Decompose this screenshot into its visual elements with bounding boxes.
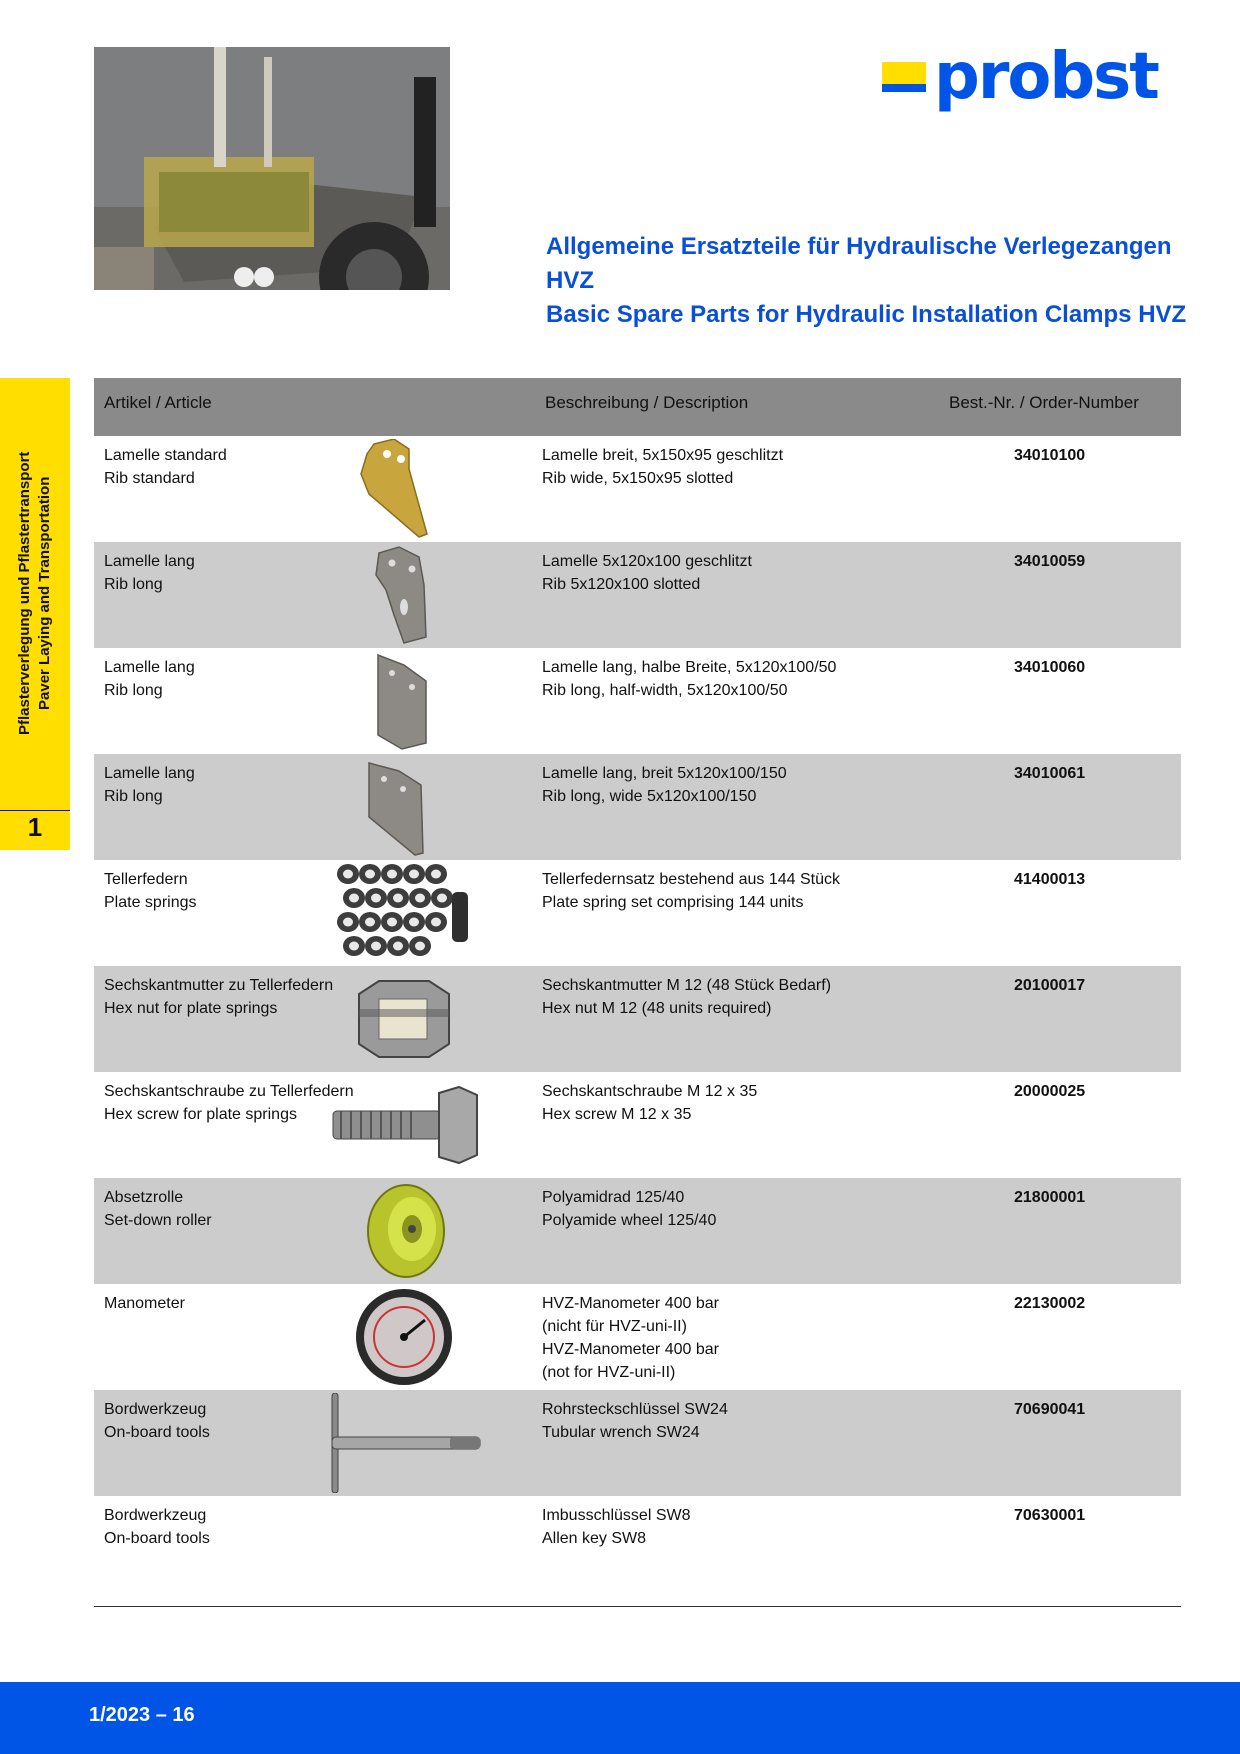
rib-standard-icon (320, 438, 488, 540)
order-number: 34010059 (1014, 553, 1086, 570)
article-cell (104, 1504, 334, 1550)
table-header (94, 378, 1181, 436)
header-description: Beschreibung / Description (545, 393, 749, 412)
article-cell (104, 1080, 354, 1126)
article-text: Sechskantschraube zu Tellerfedern (104, 1083, 354, 1100)
page-title-de: Allgemeine Ersatzteile für Hydraulische Verlegezangen HVZ (546, 233, 1172, 294)
description-text: Sechskantmutter M 12 (48 Stück Bedarf) (542, 977, 832, 994)
article-text: Tellerfedern (104, 871, 188, 888)
article-text: Rib long (104, 788, 163, 805)
description-text: Rib long, half-width, 5x120x100/50 (542, 682, 788, 699)
article-cell (104, 762, 334, 808)
description-text: (nicht für HVZ-uni-II) (542, 1318, 687, 1335)
description-text: Hex nut M 12 (48 units required) (542, 1000, 772, 1017)
table-row (94, 1496, 1181, 1602)
article-text: On-board tools (104, 1424, 210, 1441)
table-row (94, 860, 1181, 966)
description-cell (542, 1504, 962, 1550)
roller-wheel-icon (320, 1180, 488, 1282)
article-cell (104, 974, 334, 1020)
article-text: Sechskantmutter zu Tellerfedern (104, 977, 334, 994)
article-cell (104, 550, 334, 596)
spare-parts-table (94, 378, 1181, 1602)
table-row (94, 542, 1181, 648)
description-cell (542, 974, 962, 1020)
tubular-wrench-icon (320, 1392, 488, 1494)
bottom-rule (94, 1606, 1181, 1607)
description-text: Rib wide, 5x150x95 slotted (542, 470, 734, 487)
description-text: Plate spring set comprising 144 units (542, 894, 804, 911)
table-row (94, 1284, 1181, 1390)
table-row (94, 1390, 1181, 1496)
page-title (546, 230, 1206, 332)
article-text: Set-down roller (104, 1212, 212, 1229)
article-text: Hex nut for plate springs (104, 1000, 278, 1017)
description-cell (542, 1186, 962, 1232)
description-text: Polyamidrad 125/40 (542, 1189, 685, 1206)
description-text: Lamelle lang, halbe Breite, 5x120x100/50 (542, 659, 837, 676)
article-cell (104, 1292, 334, 1315)
description-text: Rib 5x120x100 slotted (542, 576, 701, 593)
article-text: Hex screw for plate springs (104, 1106, 297, 1123)
description-text: Polyamide wheel 125/40 (542, 1212, 717, 1229)
article-text: Lamelle lang (104, 765, 195, 782)
article-text: Bordwerkzeug (104, 1507, 207, 1524)
header-order-number: Best.-Nr. / Order-Number (949, 393, 1139, 412)
order-number: 22130002 (1014, 1295, 1086, 1312)
order-number: 34010061 (1014, 765, 1086, 782)
table-row (94, 966, 1181, 1072)
article-text: Lamelle lang (104, 553, 195, 570)
rib-long-slotted-icon (320, 544, 488, 646)
article-cell (104, 1186, 334, 1232)
article-text: Lamelle standard (104, 447, 227, 464)
probst-logo (882, 40, 1186, 114)
description-text: Rib long, wide 5x120x100/150 (542, 788, 757, 805)
article-text: Manometer (104, 1295, 185, 1312)
page-title-en: Basic Spare Parts for Hydraulic Installation Clamps HVZ (546, 301, 1187, 328)
description-text: (not for HVZ-uni-II) (542, 1364, 676, 1381)
order-number: 34010100 (1014, 447, 1086, 464)
footer-bar (0, 1682, 1240, 1754)
article-text: Absetzrolle (104, 1189, 184, 1206)
side-tab-label (0, 378, 70, 808)
description-text: Tellerfedernsatz bestehend aus 144 Stück (542, 871, 840, 888)
hero-photo (94, 47, 450, 290)
article-text: Plate springs (104, 894, 197, 911)
manometer-icon (320, 1286, 488, 1388)
article-text: Rib long (104, 576, 163, 593)
article-cell (104, 868, 334, 914)
article-cell (104, 1398, 334, 1444)
description-text: Lamelle breit, 5x150x95 geschlitzt (542, 447, 784, 464)
logo-text: probst (934, 40, 1158, 114)
logo-mark-icon (882, 62, 926, 92)
part-image (320, 1498, 488, 1600)
description-text: HVZ-Manometer 400 bar (542, 1341, 719, 1358)
side-tab-label-en: Paver Laying and Transportation (36, 476, 53, 710)
rib-long-half-icon (320, 650, 488, 752)
article-text: On-board tools (104, 1530, 210, 1547)
order-number: 70630001 (1014, 1507, 1086, 1524)
description-text: Sechskantschraube M 12 x 35 (542, 1083, 758, 1100)
description-text: Rohrsteckschlüssel SW24 (542, 1401, 728, 1418)
order-number: 20000025 (1014, 1083, 1086, 1100)
table-row (94, 436, 1181, 542)
article-text: Rib standard (104, 470, 195, 487)
order-number: 70690041 (1014, 1401, 1086, 1418)
side-tab-label-de: Pflasterverlegung und Pflastertransport (16, 451, 33, 735)
article-cell (104, 656, 334, 702)
footer-page-number: 1/2023 – 16 (89, 1704, 195, 1726)
description-text: Imbusschlüssel SW8 (542, 1507, 691, 1524)
description-text: Allen key SW8 (542, 1530, 647, 1547)
table-row (94, 754, 1181, 860)
description-cell (542, 1398, 962, 1444)
table-row (94, 1072, 1181, 1178)
description-cell (542, 868, 962, 914)
table-body (94, 436, 1181, 1602)
rib-long-wide-icon (320, 756, 488, 858)
article-text: Lamelle lang (104, 659, 195, 676)
description-cell (542, 1292, 962, 1384)
description-cell (542, 656, 962, 702)
description-text: Tubular wrench SW24 (542, 1424, 700, 1441)
table-row (94, 1178, 1181, 1284)
order-number: 41400013 (1014, 871, 1086, 888)
hex-screw-icon (320, 1074, 488, 1176)
description-text: HVZ-Manometer 400 bar (542, 1295, 719, 1312)
description-text: Lamelle 5x120x100 geschlitzt (542, 553, 752, 570)
order-number: 20100017 (1014, 977, 1086, 994)
article-cell (104, 444, 334, 490)
description-cell (542, 444, 962, 490)
chapter-number: 1 (27, 812, 43, 842)
table-row (94, 648, 1181, 754)
header-article: Artikel / Article (104, 393, 212, 412)
article-text: Rib long (104, 682, 163, 699)
article-text: Bordwerkzeug (104, 1401, 207, 1418)
side-tab-divider (0, 810, 70, 811)
plate-springs-icon (320, 862, 488, 964)
order-number: 21800001 (1014, 1189, 1086, 1206)
description-cell (542, 762, 962, 808)
order-number: 34010060 (1014, 659, 1086, 676)
description-cell (542, 550, 962, 596)
description-text: Lamelle lang, breit 5x120x100/150 (542, 765, 787, 782)
description-cell (542, 1080, 962, 1126)
hex-nut-icon (320, 968, 488, 1070)
description-text: Hex screw M 12 x 35 (542, 1106, 692, 1123)
